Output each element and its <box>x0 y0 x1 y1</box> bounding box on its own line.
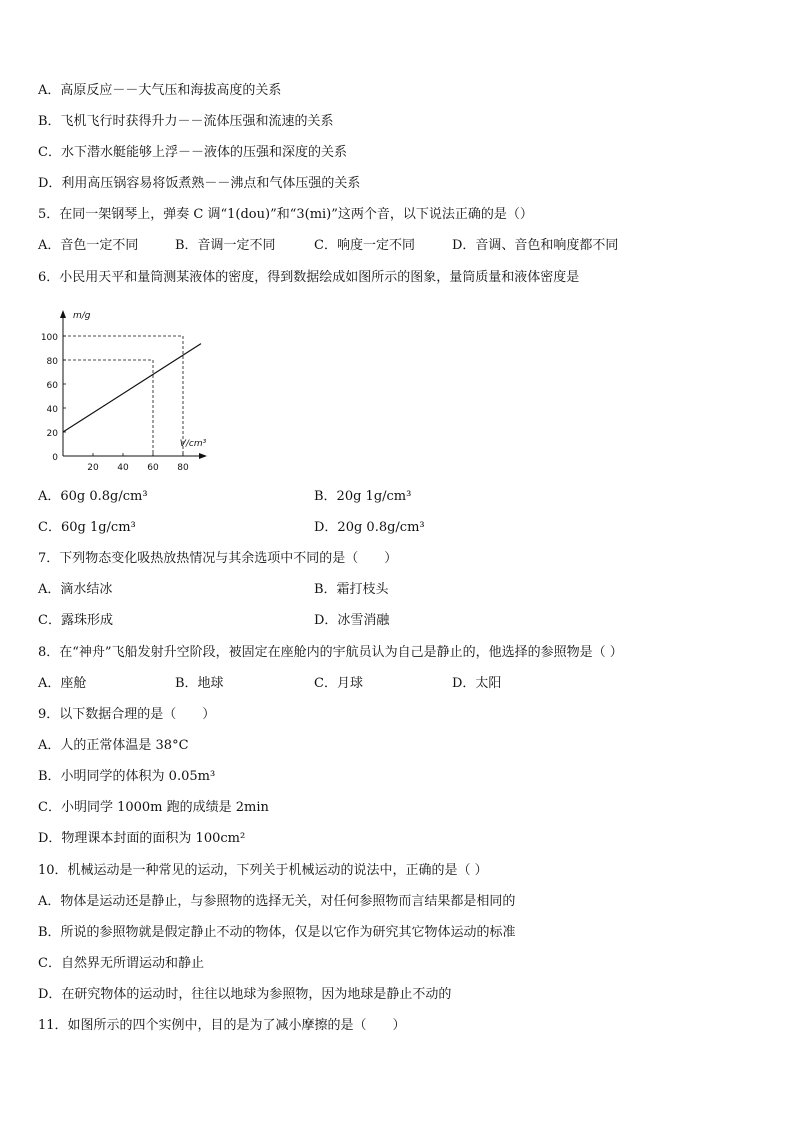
q7-option-b: B．霜打枝头 <box>314 582 389 597</box>
q8-option-d: D．太阳 <box>452 676 502 691</box>
x-tick-label: 20 <box>87 463 99 472</box>
x-axis-label: V/cm³ <box>179 439 207 449</box>
q6-option-d: D．20g 0.8g/cm³ <box>314 520 425 535</box>
y-axis-arrow <box>60 310 66 318</box>
q4-option-b: B．飞机飞行时获得升力－－流体压强和流速的关系 <box>38 114 334 129</box>
series-line <box>63 344 201 432</box>
q5-option-a: A．音色一定不同 <box>38 238 139 253</box>
y-tick-label: 40 <box>46 405 58 415</box>
q10-option-a: A．物体是运动还是静止，与参照物的选择无关，对任何参照物而言结果都是相同的 <box>38 894 516 909</box>
y-tick-label: 80 <box>46 357 58 367</box>
q5-option-b: B．音调一定不同 <box>175 238 276 253</box>
x-tick-label: 60 <box>147 463 159 472</box>
q7-option-d: D．冰雪消融 <box>314 613 390 628</box>
mass-volume-graph <box>40 306 240 472</box>
y-tick-label: 0 <box>52 453 58 463</box>
q4-option-c: C．水下潜水艇能够上浮－－液体的压强和深度的关系 <box>38 145 347 160</box>
y-tick-label: 20 <box>46 429 58 439</box>
q7-option-a: A．滴水结冰 <box>38 582 113 597</box>
x-tick-label: 40 <box>117 463 129 472</box>
q8-stem: 8．在“神舟”飞船发射升空阶段，被固定在座舱内的宇航员认为自己是静止的，他选择的参照物是（ ） <box>38 645 623 660</box>
q6-option-a: A．60g 0.8g/cm³ <box>38 489 148 504</box>
y-tick-label: 60 <box>46 381 58 391</box>
q4-option-d: D．利用高压锅容易将饭煮熟－－沸点和气体压强的关系 <box>38 176 361 191</box>
q8-option-c: C．月球 <box>314 676 363 691</box>
q10-option-b: B．所说的参照物就是假定静止不动的物体，仅是以它作为研究其它物体运动的标准 <box>38 925 516 940</box>
q10-option-c: C．自然界无所谓运动和静止 <box>38 956 204 971</box>
q10-stem: 10．机械运动是一种常见的运动，下列关于机械运动的说法中，正确的是（ ） <box>38 863 488 878</box>
q9-option-b: B．小明同学的体积为 0.05m³ <box>38 769 216 784</box>
x-tick-label: 80 <box>177 463 189 472</box>
x-axis-arrow <box>199 453 207 459</box>
q7-stem: 7．下列物态变化吸热放热情况与其余选项中不同的是（ ） <box>38 551 398 566</box>
q7-option-c: C．露珠形成 <box>38 613 113 628</box>
q5-option-d: D．音调、音色和响度都不同 <box>452 238 619 253</box>
q9-option-a: A．人的正常体温是 38°C <box>38 738 189 753</box>
y-axis-label: m/g <box>73 311 91 321</box>
q5-option-c: C．响度一定不同 <box>314 238 415 253</box>
q9-stem: 9．以下数据合理的是（ ） <box>38 707 216 722</box>
q6-option-c: C．60g 1g/cm³ <box>38 520 136 535</box>
q9-option-d: D．物理课本封面的面积为 100cm² <box>38 831 246 846</box>
q10-option-d: D．在研究物体的运动时，往往以地球为参照物，因为地球是静止不动的 <box>38 987 452 1002</box>
q8-option-b: B．地球 <box>175 676 224 691</box>
q8-option-a: A．座舱 <box>38 676 87 691</box>
q11-stem: 11．如图所示的四个实例中，目的是为了减小摩擦的是（ ） <box>38 1018 406 1033</box>
q6-stem: 6．小民用天平和量筒测某液体的密度，得到数据绘成如图所示的图象，量筒质量和液体密度是 <box>38 270 580 285</box>
q4-option-a: A．高原反应－－大气压和海拔高度的关系 <box>38 83 282 98</box>
q5-stem: 5．在同一架钢琴上，弹奏 C 调“1(dou)”和“3(mi)”这两个音，以下说法正确的是（） <box>38 207 533 222</box>
q6-option-b: B．20g 1g/cm³ <box>314 489 412 504</box>
q9-option-c: C．小明同学 1000m 跑的成绩是 2min <box>38 800 269 815</box>
y-tick-label: 100 <box>40 333 58 343</box>
